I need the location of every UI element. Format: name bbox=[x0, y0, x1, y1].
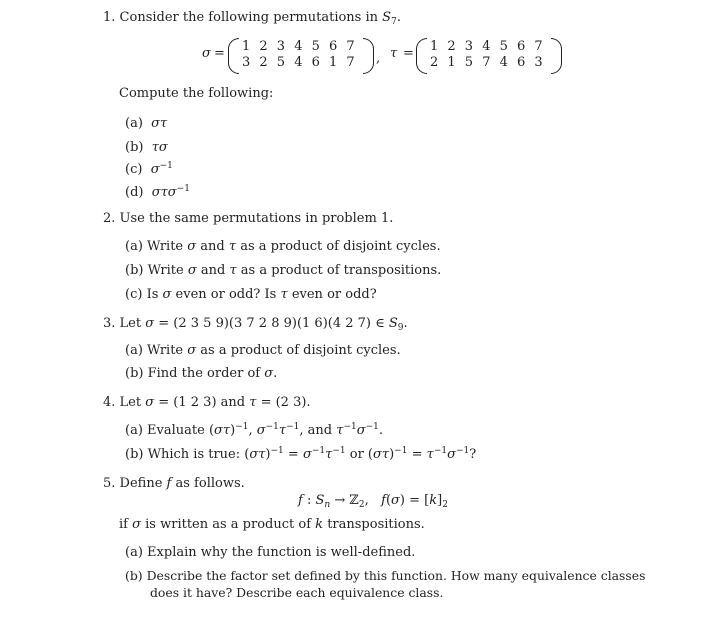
sigma-equals: = bbox=[214, 46, 225, 61]
p2-part-c: (c) Is σ even or odd? Is τ even or odd? bbox=[125, 287, 377, 302]
p1-part-b: (b) τσ bbox=[125, 140, 168, 155]
sigma-top-row: 1 2 3 4 5 6 7 bbox=[242, 39, 355, 54]
compute-instruction: Compute the following: bbox=[119, 86, 274, 101]
problem-2-statement: 2. Use the same permutations in problem 1. bbox=[103, 211, 394, 226]
sigma-bottom-row: 3 2 5 4 6 1 7 bbox=[242, 55, 355, 70]
tau-symbol: τ bbox=[390, 46, 398, 61]
problem-1-statement: 1. Consider the following permutations in $S_7$. bbox=[103, 10, 401, 27]
sigma-comma: , bbox=[376, 51, 381, 66]
p3-part-b: (b) Find the order of σ. bbox=[125, 366, 278, 381]
p3-part-a: (a) Write σ as a product of disjoint cycles. bbox=[125, 343, 401, 358]
p5-formula: f : $S_n$ → ℤ$_2$, $f(\sigma) = [k]_2$ bbox=[298, 493, 448, 510]
p1-part-c: (c) $\sigma^{-1}$ bbox=[125, 161, 173, 177]
problem-3-statement: 3. Let σ = (2 3 5 9)(3 7 2 8 9)(1 6)(4 2 7) ∈ $S_9$. bbox=[103, 316, 408, 333]
sigma-symbol: σ bbox=[202, 46, 211, 61]
tau-equals: = bbox=[403, 46, 414, 61]
tau-bottom-row: 2 1 5 7 4 6 3 bbox=[430, 55, 543, 70]
p4-part-a: (a) Evaluate $(\sigma\tau)^{-1}$, $\sigma^{-1}\tau^{-1}$, and $\tau^{-1}\sigma^{-1}$. bbox=[125, 422, 384, 438]
problem-4-statement: 4. Let σ = (1 2 3) and τ = (2 3). bbox=[103, 395, 311, 410]
tau-matrix bbox=[416, 38, 562, 72]
p4-part-b: (b) Which is true: $(\sigma\tau)^{-1} = \sigma^{-1}\tau^{-1}$ or $(\sigma\tau)^{-1} = \tau^{-1}\sigma^{-1}$? bbox=[125, 446, 477, 462]
tau-top-row: 1 2 3 4 5 6 7 bbox=[430, 39, 543, 54]
p5-part-b-continued: does it have? Describe each equivalence class. bbox=[150, 585, 444, 600]
p5-part-b: (b) Describe the factor set defined by this function. How many equivalence classes bbox=[125, 568, 646, 583]
sigma-matrix bbox=[228, 38, 374, 72]
p1-part-a: (a) στ bbox=[125, 116, 168, 131]
p2-part-a: (a) Write σ and τ as a product of disjoint cycles. bbox=[125, 239, 441, 254]
problem-5-statement: 5. Define f as follows. bbox=[103, 476, 245, 491]
p5-part-a: (a) Explain why the function is well-defined. bbox=[125, 545, 416, 560]
p5-condition: if σ is written as a product of k transpositions. bbox=[119, 517, 425, 532]
p2-part-b: (b) Write σ and τ as a product of transpositions. bbox=[125, 263, 442, 278]
p1-part-d: (d) στσ$^{-1}$ bbox=[125, 184, 190, 200]
